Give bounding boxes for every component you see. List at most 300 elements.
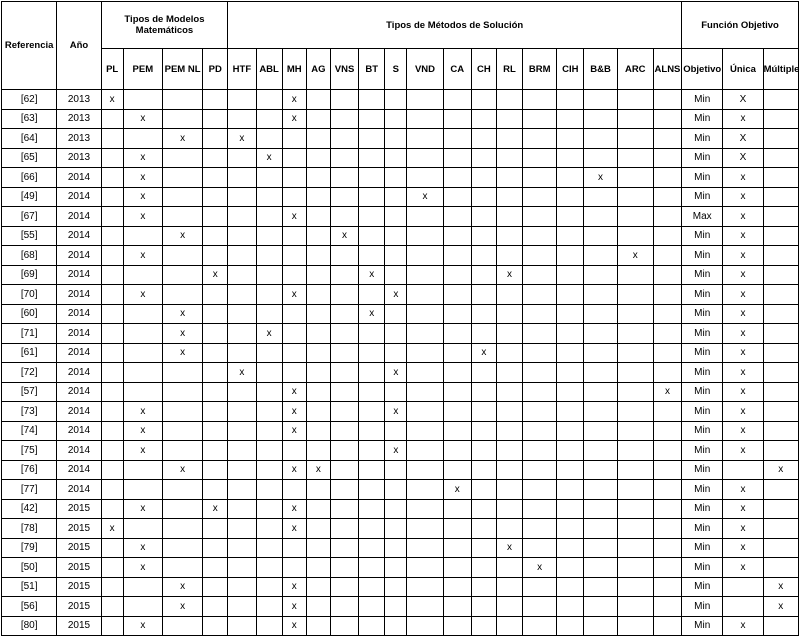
table-cell: [557, 441, 584, 461]
table-cell: [306, 109, 330, 129]
table-cell: [256, 460, 282, 480]
table-cell: [443, 460, 471, 480]
table-cell: [359, 129, 385, 149]
table-cell: [763, 246, 798, 266]
table-cell: [443, 519, 471, 539]
reference-cell: [80]: [2, 616, 57, 636]
table-cell: [162, 538, 202, 558]
table-cell: [162, 382, 202, 402]
table-cell: [407, 597, 443, 617]
year-cell: 2015: [57, 616, 101, 636]
table-cell: [443, 168, 471, 188]
reference-cell: [64]: [2, 129, 57, 149]
table-cell: x: [385, 363, 407, 383]
table-cell: [203, 558, 228, 578]
table-cell: [653, 441, 681, 461]
method-column-header: VNS: [330, 49, 358, 90]
year-cell: 2015: [57, 538, 101, 558]
table-cell: [101, 402, 123, 422]
table-cell: [557, 90, 584, 110]
table-cell: [523, 363, 557, 383]
table-cell: [617, 304, 653, 324]
table-cell: [330, 129, 358, 149]
table-cell: [256, 499, 282, 519]
table-cell: [617, 207, 653, 227]
table-cell: [471, 382, 496, 402]
table-cell: [496, 324, 522, 344]
table-cell: [203, 480, 228, 500]
table-row: [2, 304, 799, 324]
table-cell: [584, 226, 617, 246]
table-cell: x: [203, 499, 228, 519]
table-cell: [584, 460, 617, 480]
table-cell: Min: [682, 558, 723, 578]
table-cell: x: [123, 246, 162, 266]
year-cell: 2014: [57, 304, 101, 324]
year-cell: 2015: [57, 577, 101, 597]
table-cell: [557, 460, 584, 480]
reference-cell: [56]: [2, 597, 57, 617]
table-cell: [385, 265, 407, 285]
method-column-header: S: [385, 49, 407, 90]
table-cell: [385, 538, 407, 558]
table-cell: [330, 148, 358, 168]
table-cell: x: [228, 363, 256, 383]
table-cell: [763, 421, 798, 441]
model-column-header: PL: [101, 49, 123, 90]
table-row: [2, 148, 799, 168]
table-cell: [282, 480, 306, 500]
table-cell: [763, 148, 798, 168]
table-cell: [101, 421, 123, 441]
table-cell: [557, 616, 584, 636]
table-cell: [617, 129, 653, 149]
table-cell: [617, 90, 653, 110]
table-cell: [471, 90, 496, 110]
reference-cell: [57]: [2, 382, 57, 402]
table-cell: [523, 460, 557, 480]
table-row: [2, 168, 799, 188]
table-cell: [496, 577, 522, 597]
table-cell: [385, 519, 407, 539]
table-cell: [407, 382, 443, 402]
table-cell: [653, 187, 681, 207]
table-cell: [617, 187, 653, 207]
table-cell: [653, 285, 681, 305]
table-cell: [256, 129, 282, 149]
table-cell: [228, 207, 256, 227]
table-cell: [407, 519, 443, 539]
table-cell: [443, 304, 471, 324]
table-cell: [523, 324, 557, 344]
table-cell: [282, 265, 306, 285]
method-column-header: BRM: [523, 49, 557, 90]
table-cell: x: [763, 460, 798, 480]
table-cell: [228, 168, 256, 188]
table-cell: [617, 382, 653, 402]
table-cell: [557, 343, 584, 363]
table-cell: [306, 246, 330, 266]
table-cell: [162, 421, 202, 441]
table-cell: [306, 480, 330, 500]
table-cell: [306, 441, 330, 461]
table-cell: [407, 90, 443, 110]
table-cell: [584, 187, 617, 207]
table-cell: [256, 226, 282, 246]
year-cell: 2015: [57, 519, 101, 539]
table-cell: [228, 265, 256, 285]
table-cell: [763, 519, 798, 539]
table-cell: [123, 460, 162, 480]
table-cell: [306, 402, 330, 422]
table-cell: [763, 187, 798, 207]
year-cell: 2014: [57, 343, 101, 363]
table-cell: [443, 402, 471, 422]
table-cell: Min: [682, 402, 723, 422]
table-cell: [584, 285, 617, 305]
table-cell: [228, 616, 256, 636]
table-cell: [359, 558, 385, 578]
table-cell: [407, 265, 443, 285]
table-cell: [203, 148, 228, 168]
table-cell: Min: [682, 246, 723, 266]
table-cell: [385, 382, 407, 402]
table-cell: [471, 246, 496, 266]
table-cell: [228, 285, 256, 305]
table-cell: [763, 285, 798, 305]
table-cell: x: [162, 324, 202, 344]
table-cell: [101, 382, 123, 402]
table-cell: [359, 480, 385, 500]
year-cell: 2014: [57, 285, 101, 305]
table-cell: [203, 343, 228, 363]
table-cell: [256, 597, 282, 617]
table-cell: [653, 519, 681, 539]
table-cell: [330, 304, 358, 324]
table-cell: [306, 597, 330, 617]
table-cell: [523, 538, 557, 558]
year-cell: 2013: [57, 90, 101, 110]
table-cell: [523, 597, 557, 617]
table-cell: [557, 246, 584, 266]
table-cell: [496, 226, 522, 246]
table-cell: x: [653, 382, 681, 402]
table-cell: [407, 441, 443, 461]
table-cell: [101, 148, 123, 168]
table-cell: [763, 109, 798, 129]
table-cell: [653, 168, 681, 188]
table-cell: [407, 109, 443, 129]
table-cell: [203, 285, 228, 305]
table-cell: [557, 363, 584, 383]
table-cell: x: [282, 577, 306, 597]
table-cell: [385, 304, 407, 324]
table-cell: [306, 265, 330, 285]
table-cell: [407, 538, 443, 558]
table-cell: x: [723, 246, 763, 266]
table-cell: [162, 363, 202, 383]
header-tipos-metodos: Tipos de Métodos de Solución: [228, 2, 682, 49]
table-cell: [282, 343, 306, 363]
table-cell: [496, 246, 522, 266]
table-cell: [407, 304, 443, 324]
table-cell: Min: [682, 226, 723, 246]
table-cell: [162, 402, 202, 422]
table-cell: x: [256, 324, 282, 344]
table-cell: [584, 148, 617, 168]
table-cell: Min: [682, 285, 723, 305]
reference-cell: [62]: [2, 90, 57, 110]
table-cell: [385, 499, 407, 519]
table-cell: [330, 285, 358, 305]
table-cell: [557, 285, 584, 305]
table-cell: x: [723, 168, 763, 188]
table-cell: [653, 363, 681, 383]
reference-cell: [50]: [2, 558, 57, 578]
year-cell: 2014: [57, 421, 101, 441]
year-cell: 2014: [57, 441, 101, 461]
table-cell: x: [123, 421, 162, 441]
table-cell: [653, 129, 681, 149]
table-cell: [330, 265, 358, 285]
table-cell: [330, 363, 358, 383]
table-cell: [407, 324, 443, 344]
table-cell: [359, 441, 385, 461]
table-cell: [617, 538, 653, 558]
table-cell: [123, 597, 162, 617]
table-cell: Min: [682, 538, 723, 558]
table-cell: [228, 558, 256, 578]
table-cell: [471, 421, 496, 441]
table-cell: [471, 285, 496, 305]
table-cell: x: [101, 519, 123, 539]
table-cell: [523, 168, 557, 188]
table-cell: x: [723, 382, 763, 402]
table-cell: Min: [682, 460, 723, 480]
table-row: [2, 226, 799, 246]
table-cell: [617, 265, 653, 285]
table-cell: [123, 343, 162, 363]
table-cell: [407, 343, 443, 363]
table-cell: [101, 187, 123, 207]
table-cell: [763, 304, 798, 324]
table-cell: [471, 168, 496, 188]
table-cell: [123, 324, 162, 344]
table-cell: [359, 382, 385, 402]
table-cell: [443, 421, 471, 441]
table-cell: [617, 421, 653, 441]
table-cell: [557, 577, 584, 597]
table-cell: [407, 246, 443, 266]
table-cell: [228, 460, 256, 480]
table-cell: [385, 597, 407, 617]
table-cell: [584, 402, 617, 422]
table-cell: [203, 382, 228, 402]
table-cell: [203, 324, 228, 344]
table-cell: [407, 421, 443, 441]
reference-cell: [79]: [2, 538, 57, 558]
table-cell: [359, 343, 385, 363]
table-cell: [584, 421, 617, 441]
table-cell: [407, 402, 443, 422]
reference-cell: [77]: [2, 480, 57, 500]
table-row: [2, 265, 799, 285]
method-column-header: CA: [443, 49, 471, 90]
table-cell: [407, 616, 443, 636]
table-cell: [385, 207, 407, 227]
table-cell: [228, 597, 256, 617]
table-cell: [471, 207, 496, 227]
model-column-header: PEM NL: [162, 49, 202, 90]
table-cell: [330, 421, 358, 441]
table-cell: [228, 343, 256, 363]
table-cell: [523, 577, 557, 597]
table-cell: [523, 207, 557, 227]
table-cell: [256, 265, 282, 285]
table-cell: [653, 499, 681, 519]
table-cell: [101, 129, 123, 149]
year-cell: 2015: [57, 597, 101, 617]
table-cell: [557, 187, 584, 207]
reference-cell: [65]: [2, 148, 57, 168]
table-cell: [162, 246, 202, 266]
table-cell: [101, 499, 123, 519]
table-body: [2, 90, 799, 636]
table-cell: [203, 519, 228, 539]
table-cell: [443, 577, 471, 597]
table-cell: [256, 168, 282, 188]
table-cell: [653, 460, 681, 480]
table-cell: [101, 168, 123, 188]
table-cell: [471, 460, 496, 480]
table-cell: Min: [682, 324, 723, 344]
table-cell: [557, 109, 584, 129]
table-cell: [557, 538, 584, 558]
table-cell: [256, 187, 282, 207]
table-cell: [228, 148, 256, 168]
table-cell: [101, 226, 123, 246]
table-cell: [306, 499, 330, 519]
table-cell: [584, 577, 617, 597]
table-cell: [162, 207, 202, 227]
table-cell: [228, 90, 256, 110]
year-cell: 2013: [57, 148, 101, 168]
table-cell: [443, 597, 471, 617]
table-cell: [617, 460, 653, 480]
table-cell: x: [123, 538, 162, 558]
table-cell: [763, 616, 798, 636]
table-cell: [162, 285, 202, 305]
table-cell: [471, 538, 496, 558]
table-cell: [101, 246, 123, 266]
table-cell: [653, 577, 681, 597]
table-cell: [523, 499, 557, 519]
table-cell: [584, 363, 617, 383]
table-cell: [306, 285, 330, 305]
table-cell: [653, 421, 681, 441]
table-cell: [330, 246, 358, 266]
table-cell: [471, 324, 496, 344]
table-row: [2, 558, 799, 578]
table-cell: [359, 577, 385, 597]
table-cell: [443, 129, 471, 149]
table-cell: [763, 168, 798, 188]
table-row: [2, 382, 799, 402]
reference-cell: [49]: [2, 187, 57, 207]
table-cell: [256, 402, 282, 422]
table-cell: [443, 187, 471, 207]
table-cell: [203, 207, 228, 227]
table-cell: [228, 519, 256, 539]
method-column-header: ALNS: [653, 49, 681, 90]
header-referencia: Referencia: [2, 2, 57, 90]
table-cell: [306, 168, 330, 188]
table-cell: [385, 187, 407, 207]
table-cell: [523, 343, 557, 363]
table-cell: [407, 577, 443, 597]
table-cell: [496, 363, 522, 383]
method-column-header: MH: [282, 49, 306, 90]
table-cell: [256, 519, 282, 539]
table-cell: [162, 499, 202, 519]
table-cell: [496, 304, 522, 324]
table-cell: [101, 363, 123, 383]
table-cell: [557, 304, 584, 324]
table-cell: [653, 148, 681, 168]
reference-cell: [61]: [2, 343, 57, 363]
table-cell: [443, 285, 471, 305]
table-cell: [617, 343, 653, 363]
table-cell: [359, 597, 385, 617]
table-cell: [523, 402, 557, 422]
reference-cell: [70]: [2, 285, 57, 305]
table-cell: [162, 109, 202, 129]
table-cell: [763, 343, 798, 363]
table-cell: [443, 109, 471, 129]
reference-cell: [42]: [2, 499, 57, 519]
table-cell: [162, 441, 202, 461]
table-cell: [123, 577, 162, 597]
table-cell: x: [123, 207, 162, 227]
table-cell: [617, 148, 653, 168]
table-cell: [101, 441, 123, 461]
table-cell: [557, 129, 584, 149]
table-cell: [617, 285, 653, 305]
table-cell: [471, 265, 496, 285]
table-cell: [330, 382, 358, 402]
table-cell: [557, 480, 584, 500]
table-cell: [496, 168, 522, 188]
table-cell: [471, 616, 496, 636]
table-cell: [443, 343, 471, 363]
method-column-header: BT: [359, 49, 385, 90]
table-cell: [306, 226, 330, 246]
table-cell: [496, 207, 522, 227]
table-cell: x: [723, 402, 763, 422]
table-cell: [256, 558, 282, 578]
table-cell: x: [723, 226, 763, 246]
table-cell: [385, 324, 407, 344]
year-cell: 2014: [57, 363, 101, 383]
table-cell: [496, 402, 522, 422]
table-cell: [385, 577, 407, 597]
table-cell: [385, 343, 407, 363]
table-row: [2, 480, 799, 500]
table-cell: [763, 382, 798, 402]
table-cell: [203, 226, 228, 246]
table-cell: [203, 129, 228, 149]
table-cell: [763, 402, 798, 422]
